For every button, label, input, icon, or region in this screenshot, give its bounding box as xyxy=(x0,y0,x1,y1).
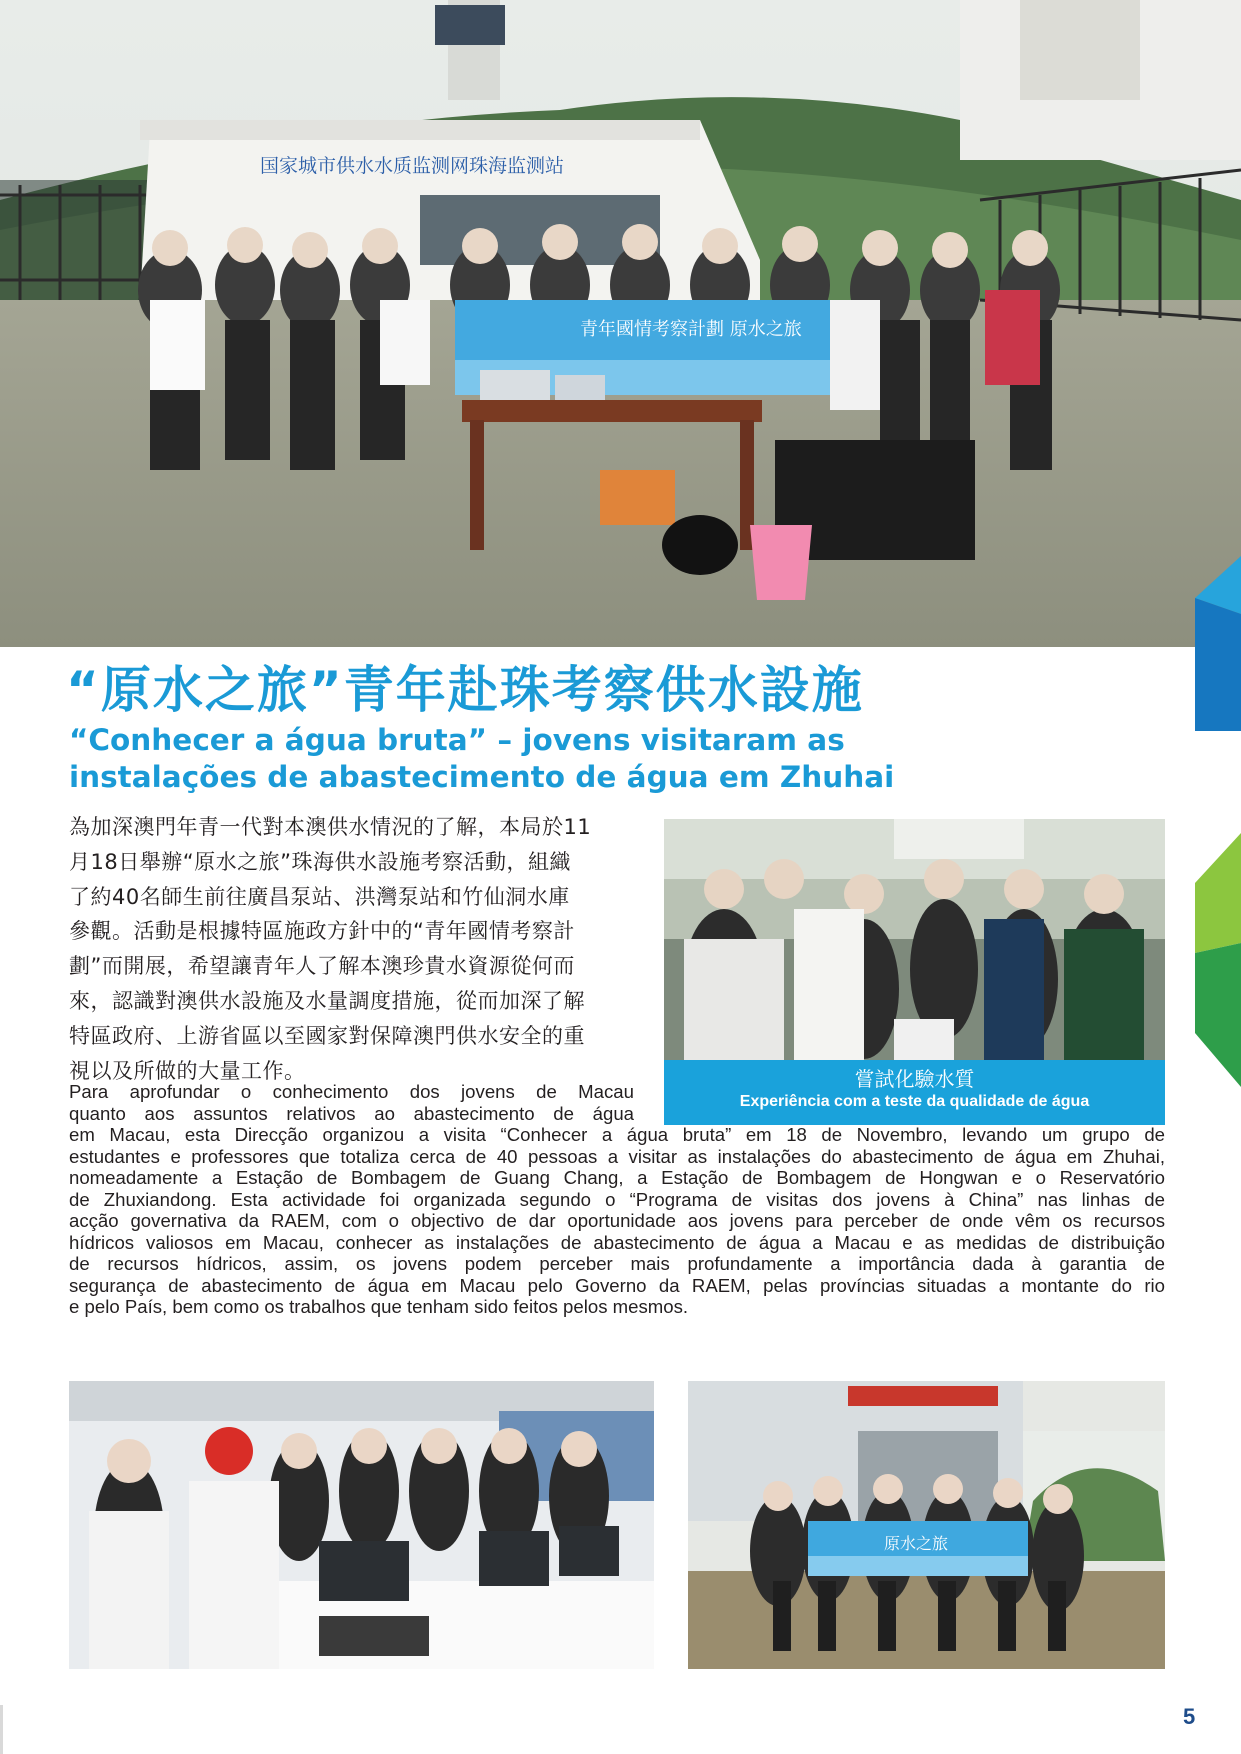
body-zh-line: 來，認識對澳供水設施及水量調度措施，從而加深了解 xyxy=(69,988,585,1013)
body-pt-line: hídricos valiosos em Macau, conhecer as instalações de abastecimento de água a Macau e as medidas de distribuição xyxy=(69,1231,1165,1253)
body-pt-line: segurança de abastecimento de água em Macau pelo Governo da RAEM, pelas províncias situadas a montante do rio xyxy=(69,1274,1165,1296)
blue-chevron-decoration xyxy=(1195,556,1241,731)
green-chevron-decoration xyxy=(1195,833,1241,1087)
lab-photo-illustration xyxy=(664,819,1165,1060)
building-photo-illustration xyxy=(688,1381,1165,1669)
body-pt-line: Para aprofundar o conhecimento dos jovens de Macau xyxy=(69,1081,634,1102)
body-pt-line: estudantes e professores que totaliza cerca de 40 pessoas a visitar as instalações do abastecimento de água em Zhuhai, xyxy=(69,1145,1165,1167)
caption-pt: Experiência com a teste da qualidade de água xyxy=(739,1093,1090,1110)
body-zh-line: 參觀。活動是根據特區施政方針中的“青年國情考察計 xyxy=(69,919,575,944)
hero-banner-text: 青年國情考察計劃 原水之旅 xyxy=(580,319,802,340)
article-body-zh xyxy=(69,810,639,1088)
body-pt-line: e pelo País, bem como os trabalhos que tenham sido feitos pelos mesmos. xyxy=(69,1296,689,1317)
title-pt-line: “Conhecer a água bruta” – jovens visitaram as xyxy=(69,723,845,757)
caption-zh: 嘗試化驗水質 xyxy=(854,1067,975,1091)
body-zh-line: 劃”而開展，希望讓青年人了解本澳珍貴水資源從何而 xyxy=(69,954,575,979)
control-room-illustration xyxy=(69,1381,654,1669)
article-body-pt xyxy=(69,1081,1165,1318)
page-number: 5 xyxy=(1183,1704,1196,1729)
body-zh-line: 視以及所做的大量工作。 xyxy=(69,1058,306,1083)
article-title-pt xyxy=(69,722,1169,796)
water-test-photo xyxy=(664,819,1165,1060)
left-margin-rule xyxy=(0,1705,3,1754)
pump-station-group-photo xyxy=(688,1381,1165,1669)
body-zh-line: 特區政府、上游省區以至國家對保障澳門供水安全的重 xyxy=(69,1023,585,1048)
body-pt-line: quanto aos assuntos relativos ao abastecimento de água xyxy=(69,1102,634,1124)
body-zh-line: 了約40名師生前往廣昌泵站、洪灣泵站和竹仙洞水庫 xyxy=(69,884,570,909)
building-banner-text: 原水之旅 xyxy=(884,1534,949,1553)
body-pt-line: nomeadamente a Estação de Bombagem de Guang Chang, a Estação de Bombagem de Hongwan e o Reservatório xyxy=(69,1167,1165,1188)
hero-group-photo xyxy=(0,0,1241,647)
body-pt-line: de Zhuxiandong. Esta actividade foi organizada segundo o “Programa de visitas dos jovens à China” nas linhas de xyxy=(69,1188,1165,1210)
body-pt-line: de recursos hídricos, assim, os jovens podem perceber mais profundamente a importância dada à garantia de xyxy=(69,1253,1165,1274)
body-pt-line: acção governativa da RAEM, com o objectivo de dar oportunidade aos jovens para perceber de onde vêm os recursos xyxy=(69,1210,1165,1231)
hero-photo-illustration xyxy=(0,0,1241,647)
control-room-photo xyxy=(69,1381,654,1669)
body-zh-line: 為加深澳門年青一代對本澳供水情況的了解，本局於11 xyxy=(69,815,592,839)
title-pt-line: instalações de abastecimento de água em Zhuhai xyxy=(69,760,895,794)
article-title-zh: “原水之旅”青年赴珠考察供水設施 xyxy=(66,661,864,719)
body-zh-line: 月18日舉辦“原水之旅”珠海供水設施考察活動，組織 xyxy=(69,849,571,874)
van-lettering: 国家城市供水水质监测网珠海监测站 xyxy=(260,155,565,177)
body-pt-line: em Macau, esta Direcção organizou a visita “Conhecer a água bruta” em 18 de Novembro, levando um grupo de xyxy=(69,1124,1165,1145)
